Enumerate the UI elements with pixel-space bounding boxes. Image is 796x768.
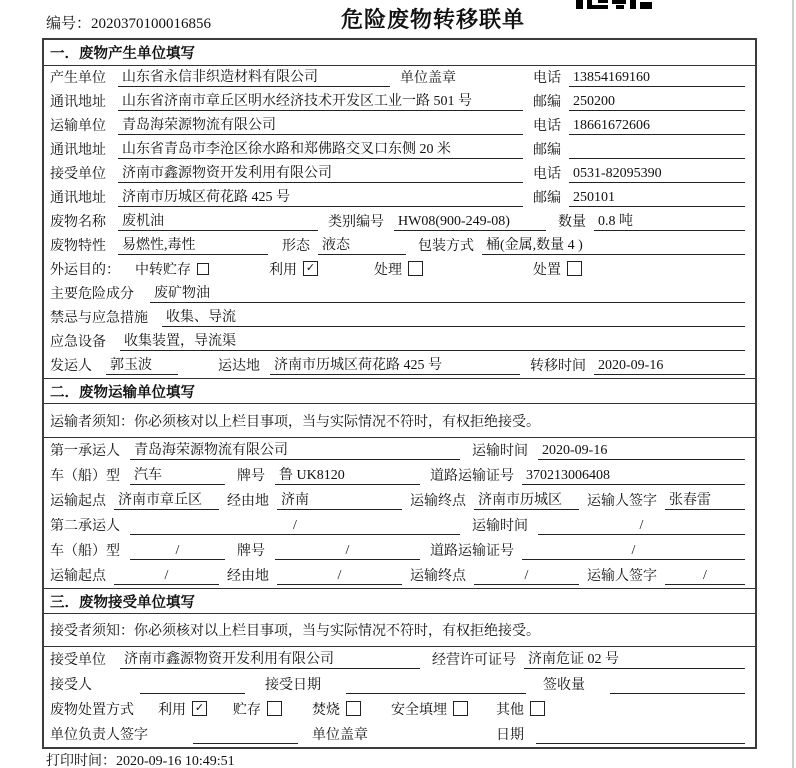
checkbox-disposal-utilize-box: ✓ xyxy=(192,701,207,716)
transfer-time-value: 2020-09-16 xyxy=(594,358,745,375)
vehicle2-value: / xyxy=(130,543,225,560)
route1-end-label: 运输终点 xyxy=(410,494,466,509)
receive-unit-row xyxy=(44,162,755,186)
checkbox-dispose-label: 处置 xyxy=(533,263,561,278)
emergency-equipment-row xyxy=(44,330,755,354)
carrier1-label: 第一承运人 xyxy=(50,444,120,459)
waste-name-value: 废机油 xyxy=(118,210,318,231)
vehicle1-row xyxy=(44,463,755,488)
page-title: 危险废物转移联单 xyxy=(340,7,525,32)
responsible-sign-value xyxy=(193,727,298,744)
receive-unit-value: 济南市鑫源物资开发利用有限公司 xyxy=(118,162,523,183)
destination-label: 运达地 xyxy=(218,359,260,374)
outbound-purpose-row xyxy=(44,258,755,282)
vehicle2-label: 车（船）型 xyxy=(50,544,120,559)
receive-address-value: 济南市历城区荷花路 425 号 xyxy=(118,186,523,207)
route2-via-label: 经由地 xyxy=(227,569,269,584)
receive-phone-label: 电话 xyxy=(533,167,561,182)
responsible-sign-row xyxy=(44,722,755,747)
route1-via-value: 济南 xyxy=(277,489,402,510)
sign-qty-label: 签收量 xyxy=(543,678,585,693)
producer-zip-label: 邮编 xyxy=(533,95,561,110)
accept-unit-label: 接受单位 xyxy=(50,653,106,668)
emergency-equipment-label: 应急设备 xyxy=(50,335,106,350)
carrier1-time-label: 运输时间 xyxy=(472,444,528,459)
route1-start-label: 运输起点 xyxy=(50,494,106,509)
transport-address-row xyxy=(44,138,755,162)
page-edge-divider xyxy=(792,0,794,768)
route1-via-label: 经由地 xyxy=(227,494,269,509)
producer-unit-value: 山东省永信非织造材料有限公司 xyxy=(118,66,390,87)
carrier1-time-value: 2020-09-16 xyxy=(538,443,745,460)
checkbox-utilize-label: 利用 xyxy=(269,263,297,278)
waste-pack-value: 桶(金属,数量 4 ) xyxy=(482,234,745,255)
producer-unit-row xyxy=(44,66,755,90)
checkbox-utilize-box: ✓ xyxy=(303,261,318,276)
transport-phone-value: 18661672606 xyxy=(569,118,745,135)
waste-traits-row xyxy=(44,234,755,258)
print-time-value: 2020-09-16 10:49:51 xyxy=(116,754,235,768)
checkbox-treat-label: 处理 xyxy=(374,263,402,278)
transfer-time-label: 转移时间 xyxy=(530,359,586,374)
route1-row xyxy=(44,488,755,513)
hazard-component-value: 废矿物油 xyxy=(150,282,745,303)
waste-qty-value: 0.8 吨 xyxy=(594,210,745,231)
producer-unit-label: 产生单位 xyxy=(50,71,106,86)
route2-start-label: 运输起点 xyxy=(50,569,106,584)
checkbox-disposal-incinerate-label: 焚烧 xyxy=(312,703,340,718)
serial-label: 编号： xyxy=(46,16,92,32)
waste-pack-label: 包装方式 xyxy=(418,239,474,254)
checkbox-disposal-store-label: 贮存 xyxy=(233,703,261,718)
emergency-measures-row xyxy=(44,306,755,330)
route1-end-value: 济南市历城区 xyxy=(474,489,579,510)
license-value: 济南危证 02 号 xyxy=(524,648,745,669)
disposal-method-row xyxy=(44,697,755,722)
transport-unit-row xyxy=(44,114,755,138)
license-label: 经营许可证号 xyxy=(432,653,516,668)
emergency-measures-value: 收集、导流 xyxy=(162,306,745,327)
checkbox-disposal-other-label: 其他 xyxy=(496,703,524,718)
section1-header: 一．废物产生单位填写 xyxy=(44,40,755,66)
print-time xyxy=(46,750,235,768)
road-cert1-value: 370213006408 xyxy=(522,468,745,485)
checkbox-disposal-landfill xyxy=(391,699,468,719)
sign-date-value xyxy=(536,727,745,744)
accept-unit-value: 济南市鑫源物资开发利用有限公司 xyxy=(120,648,420,669)
sender-row xyxy=(44,354,755,378)
waste-name-label: 废物名称 xyxy=(50,215,106,230)
waste-form-label: 形态 xyxy=(282,239,310,254)
accept-unit-row xyxy=(44,647,755,672)
checkbox-dispose-box xyxy=(567,261,582,276)
transport-address-label: 通讯地址 xyxy=(50,143,106,158)
accept-date-label: 接受日期 xyxy=(265,678,321,693)
plate2-label: 牌号 xyxy=(237,544,265,559)
producer-phone-value: 13854169160 xyxy=(569,70,745,87)
transport-zip-value xyxy=(569,142,745,159)
unit-stamp-label: 单位盖章 xyxy=(400,71,456,86)
receive-zip-value: 250101 xyxy=(569,190,745,207)
emergency-equipment-value: 收集装置，导流渠 xyxy=(120,330,745,351)
plate2-value: / xyxy=(275,543,420,560)
accept-person-row xyxy=(44,672,755,697)
waste-name-row xyxy=(44,210,755,234)
transporter-notice: 运输者须知：你必须核对以上栏目事项，当与实际情况不符时，有权拒绝接受。 xyxy=(44,404,755,438)
checkbox-disposal-landfill-box xyxy=(453,701,468,716)
hazard-component-row xyxy=(44,282,755,306)
carrier2-label: 第二承运人 xyxy=(50,519,120,534)
vehicle2-row xyxy=(44,538,755,563)
waste-qty-label: 数量 xyxy=(558,215,586,230)
route1-sign-value: 张春雷 xyxy=(665,489,745,510)
checkbox-disposal-utilize-label: 利用 xyxy=(158,703,186,718)
responsible-sign-label: 单位负责人签字 xyxy=(50,728,148,743)
road-cert1-label: 道路运输证号 xyxy=(430,469,514,484)
route2-via-value: / xyxy=(277,568,402,585)
route2-row xyxy=(44,563,755,588)
checkbox-dispose xyxy=(533,259,582,279)
transport-address-value: 山东省青岛市李沧区徐水路和郑佛路交叉口东侧 20 米 xyxy=(118,138,523,159)
emergency-measures-label: 禁忌与应急措施 xyxy=(50,311,148,326)
transfer-form-table xyxy=(42,38,757,749)
checkbox-disposal-landfill-label: 安全填埋 xyxy=(391,703,447,718)
waste-code-value: HW08(900-249-08) xyxy=(394,214,546,231)
road-cert2-label: 道路运输证号 xyxy=(430,544,514,559)
checkbox-transfer-storage xyxy=(135,259,209,279)
carrier1-row xyxy=(44,438,755,463)
unit-stamp2-label: 单位盖章 xyxy=(312,728,368,743)
receive-address-row xyxy=(44,186,755,210)
receiver-notice: 接受者须知：你必须核对以上栏目事项，当与实际情况不符时，有权拒绝接受。 xyxy=(44,614,755,647)
producer-address-row xyxy=(44,90,755,114)
section2-header: 二．废物运输单位填写 xyxy=(44,378,755,404)
sign-date-label: 日期 xyxy=(496,728,524,743)
route1-sign-label: 运输人签字 xyxy=(587,494,657,509)
accept-date-value xyxy=(346,677,526,694)
checkbox-treat-box xyxy=(408,261,423,276)
checkbox-disposal-store xyxy=(233,699,282,719)
plate1-label: 牌号 xyxy=(237,469,265,484)
hazard-component-label: 主要危险成分 xyxy=(50,287,134,302)
checkbox-disposal-other xyxy=(496,699,545,719)
checkbox-treat xyxy=(374,259,423,279)
carrier2-row xyxy=(44,513,755,538)
checkbox-disposal-incinerate xyxy=(312,699,361,719)
accept-person-label: 接受人 xyxy=(50,678,92,693)
route1-start-value: 济南市章丘区 xyxy=(114,489,219,510)
producer-phone-label: 电话 xyxy=(533,71,561,86)
waste-code-label: 类别编号 xyxy=(328,215,384,230)
serial-value: 2020370100016856 xyxy=(91,16,212,32)
checkbox-transfer-storage-label: 中转贮存 xyxy=(135,263,191,278)
route2-end-value: / xyxy=(474,568,579,585)
transport-phone-label: 电话 xyxy=(533,119,561,134)
destination-value: 济南市历城区荷花路 425 号 xyxy=(270,354,520,375)
checkbox-utilize xyxy=(269,259,318,279)
transport-zip-label: 邮编 xyxy=(533,143,561,158)
checkbox-disposal-incinerate-box xyxy=(346,701,361,716)
disposal-method-label: 废物处置方式 xyxy=(50,703,134,718)
route2-sign-value: / xyxy=(665,568,745,585)
route2-end-label: 运输终点 xyxy=(410,569,466,584)
waste-form-value: 液态 xyxy=(318,234,406,255)
road-cert2-value: / xyxy=(522,543,745,560)
producer-address-value: 山东省济南市章丘区明水经济技术开发区工业一路 501 号 xyxy=(118,90,523,111)
sender-label: 发运人 xyxy=(50,359,92,374)
carrier1-value: 青岛海荣源物流有限公司 xyxy=(130,439,460,460)
accept-person-value xyxy=(140,677,245,694)
print-time-label: 打印时间： xyxy=(46,754,116,768)
outbound-purpose-label: 外运目的： xyxy=(50,263,120,278)
section3-header: 三．废物接受单位填写 xyxy=(44,588,755,614)
transport-unit-value: 青岛海荣源物流有限公司 xyxy=(118,114,523,135)
receive-address-label: 通讯地址 xyxy=(50,191,106,206)
carrier2-time-value: / xyxy=(538,518,745,535)
checkbox-transfer-storage-box xyxy=(197,263,209,275)
producer-address-label: 通讯地址 xyxy=(50,95,106,110)
checkbox-disposal-utilize xyxy=(158,699,207,719)
route2-start-value: / xyxy=(114,568,219,585)
vehicle1-value: 汽车 xyxy=(130,464,225,485)
plate1-value: 鲁 UK8120 xyxy=(275,464,420,485)
vehicle1-label: 车（船）型 xyxy=(50,469,120,484)
sender-value: 郭玉波 xyxy=(106,354,178,375)
waste-traits-value: 易燃性,毒性 xyxy=(118,234,268,255)
producer-zip-value: 250200 xyxy=(569,94,745,111)
receive-unit-label: 接受单位 xyxy=(50,167,106,182)
carrier2-value: / xyxy=(130,518,460,535)
checkbox-disposal-other-box xyxy=(530,701,545,716)
transport-unit-label: 运输单位 xyxy=(50,119,106,134)
waste-traits-label: 废物特性 xyxy=(50,239,106,254)
sign-qty-value xyxy=(610,677,745,694)
route2-sign-label: 运输人签字 xyxy=(587,569,657,584)
carrier2-time-label: 运输时间 xyxy=(472,519,528,534)
checkbox-disposal-store-box xyxy=(267,701,282,716)
receive-phone-value: 0531-82095390 xyxy=(569,166,745,183)
receive-zip-label: 邮编 xyxy=(533,191,561,206)
